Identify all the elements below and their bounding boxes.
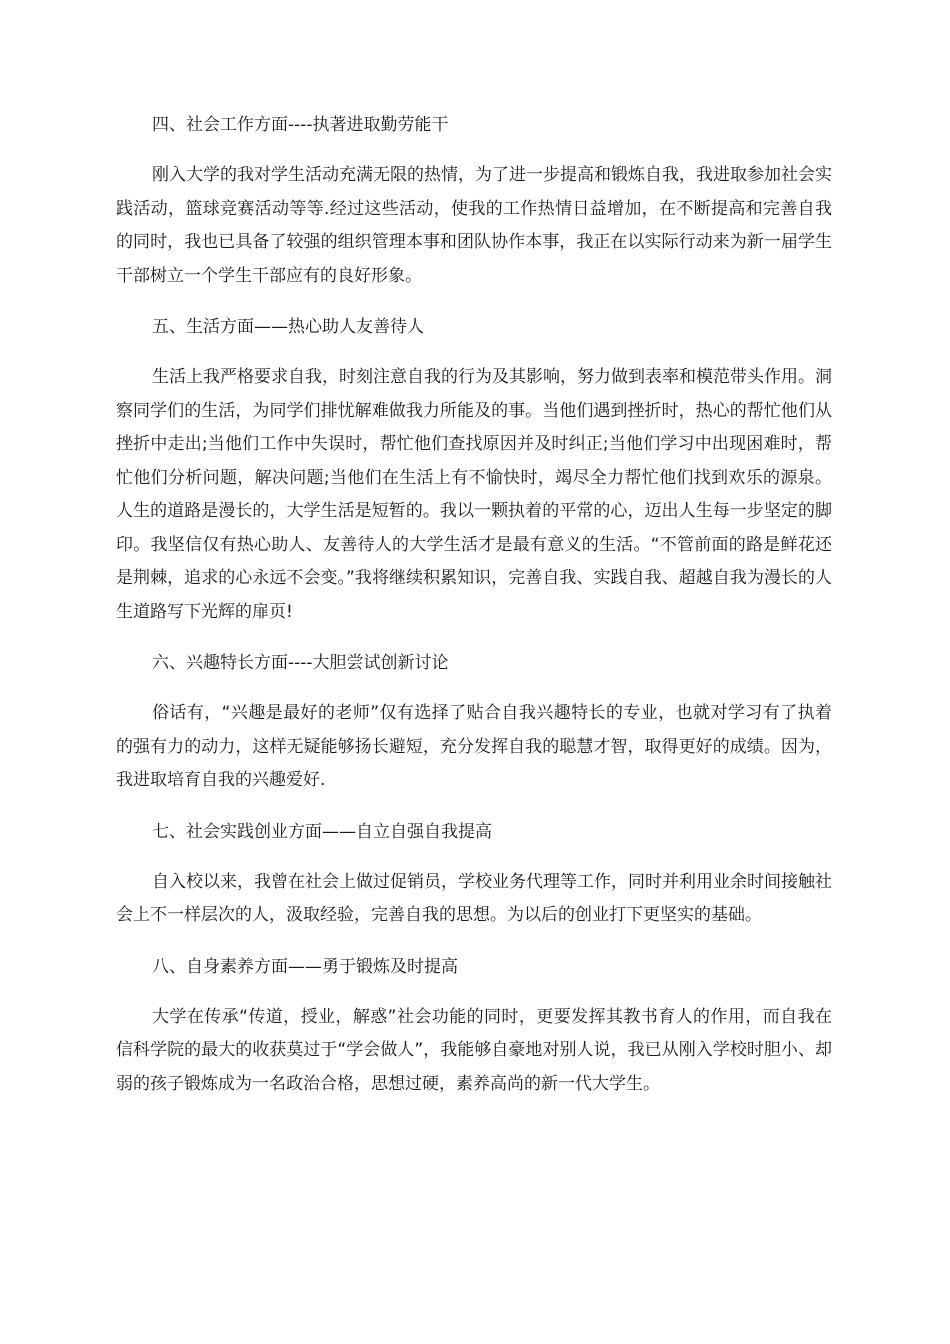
section-heading-life: 五、生活方面——热心助人友善待人 — [152, 317, 424, 337]
section-heading-social-work: 四、社会工作方面----执著进取勤劳能干 — [152, 115, 449, 135]
section-body-interests: 俗话有，“兴趣是最好的老师”仅有选择了贴合自我兴趣特长的专业，也就对学习有了执着的强有力的动力，这样无疑能够扬长避短，充分发挥自我的聪慧才智，取得更好的成绩。因为，我进取培育自我的兴趣爱好. — [116, 703, 832, 790]
section-heading-social-practice: 七、社会实践创业方面——自立自强自我提高 — [152, 821, 492, 842]
section-heading-interests: 六、兴趣特长方面----大胆尝试创新讨论 — [152, 653, 449, 673]
section-body-social-practice: 自入校以来，我曾在社会上做过促销员，学校业务代理等工作，同时并利用业余时间接触社会上不一样层次的人，汲取经验，完善自我的思想。为以后的创业打下更坚实的基础。 — [116, 871, 832, 925]
section-body-social-work: 刚入大学的我对学生活动充满无限的热情，为了进一步提高和锻炼自我，我进取参加社会实践活动，篮球竞赛活动等等.经过这些活动，使我的工作热情日益增加，在不断提高和完善自我的同时，我也已具备了较强的组织管理本事和团队协作本事，我正在以实际行动来为新一届学生干部树立一个学生干部应有的良好形象。 — [116, 165, 832, 286]
document-page — [116, 108, 832, 1118]
section-body-life: 生活上我严格要求自我，时刻注意自我的行为及其影响，努力做到表率和模范带头作用。洞察同学们的生活，为同学们排忧解难做我力所能及的事。当他们遇到挫折时，热心的帮忙他们从挫折中走出;当他们工作中失误时，帮忙他们查找原因并及时纠正;当他们学习中出现困难时，帮忙他们分析问题，解决问题;当他们在生活上有不愉快时，竭尽全力帮忙他们找到欢乐的源泉。人生的道路是漫长的，大学生活是短暂的。我以一颗执着的平常的心，迈出人生每一步坚定的脚印。我坚信仅有热心助人、友善待人的大学生活才是最有意义的生活。“不管前面的路是鲜花还是荆棘，追求的心永远不会变。”我将继续积累知识，完善自我、实践自我、超越自我为漫长的人生道路写下光辉的扉页! — [116, 367, 832, 622]
section-heading-self-cultivation: 八、自身素养方面——勇于锻炼及时提高 — [152, 956, 458, 977]
section-body-self-cultivation: 大学在传承“传道，授业，解惑”社会功能的同时，更要发挥其教书育人的作用，而自我在信科学院的最大的收获莫过于“学会做人”，我能够自豪地对别人说，我已从刚入学校时胆小、却弱的孩子锻炼成为一名政治合格，思想过硬，素养高尚的新一代大学生。 — [116, 1006, 832, 1094]
